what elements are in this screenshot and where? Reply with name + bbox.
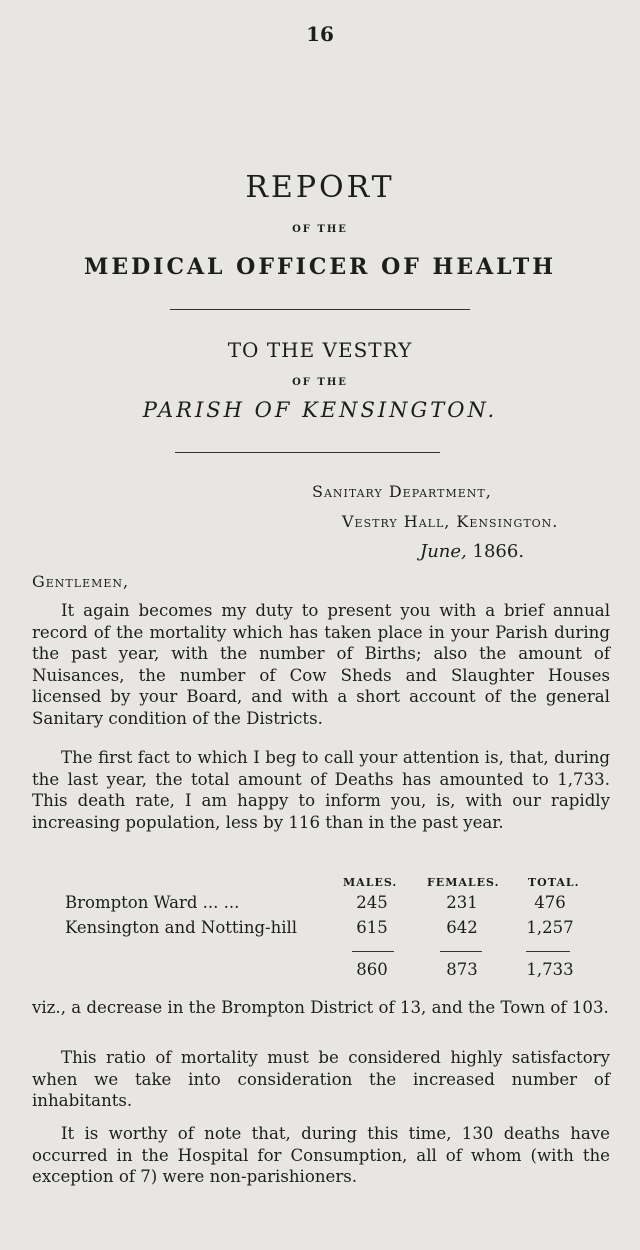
of-the-label: OF THE	[292, 224, 348, 235]
table-row-label: Brompton Ward ... ...	[65, 893, 240, 912]
table-header-females: FEMALES.	[427, 876, 500, 889]
date-month: June,	[420, 541, 467, 562]
address-line-1: Sanitary Department,	[312, 482, 492, 501]
salutation: Gentlemen,	[32, 572, 130, 591]
table-cell-males: 245	[356, 893, 388, 912]
address-line-2: Vestry Hall, Kensington.	[342, 512, 559, 531]
paragraph-deaths: The first fact to which I beg to call your attention is, that, during the last year, the total amount of Deaths has amounted to 1,733. This death rate, I am happy to inform you, is, with our rapidly increasing population, less by 116 than in the past year.	[32, 748, 610, 832]
sum-rule	[526, 951, 570, 952]
table-cell-males: 615	[356, 918, 388, 937]
table-total-males: 860	[356, 960, 388, 979]
table-header-males: MALES.	[343, 876, 398, 889]
page-number: 16	[306, 22, 334, 46]
table-total-females: 873	[446, 960, 478, 979]
table-cell-total: 1,257	[526, 918, 574, 937]
sum-rule	[440, 951, 482, 952]
vestry-heading: TO THE VESTRY	[227, 338, 413, 362]
paragraph-hospital: It is worthy of note that, during this time, 130 deaths have occurred in the Hospital for Consumption, all of whom (with the exception of 7) were non-parishioners.	[32, 1124, 610, 1186]
paragraph-ratio: This ratio of mortality must be considered highly satisfactory when we take into consideration the increased number of inhabitants.	[32, 1048, 610, 1110]
table-cell-total: 476	[534, 893, 566, 912]
table-cell-females: 231	[446, 893, 478, 912]
date-year: 1866.	[472, 541, 525, 562]
parish-heading: PARISH OF KENSINGTON.	[142, 398, 498, 422]
table-header-total: TOTAL.	[528, 876, 580, 889]
divider-rule	[175, 452, 440, 453]
table-cell-females: 642	[446, 918, 478, 937]
report-title: REPORT	[245, 170, 395, 205]
table-row-label: Kensington and Notting-hill	[65, 918, 298, 937]
divider-rule	[170, 309, 470, 310]
report-date	[420, 541, 524, 562]
sum-rule	[352, 951, 394, 952]
of-the-label: OF THE	[292, 377, 348, 388]
paragraph-intro: It again becomes my duty to present you with a brief annual record of the mortality which has taken place in your Parish during the past year, with the number of Births; also the amount of Nuisances, the number of Cow Sheds and Slaughter Houses licensed by your Board, and with a short account of the general Sanitary condition of the Districts.	[32, 601, 610, 728]
table-total-all: 1,733	[526, 960, 574, 979]
paragraph-decrease: viz., a decrease in the Brompton District of 13, and the Town of 103.	[32, 998, 609, 1017]
medical-officer-heading: MEDICAL OFFICER OF HEALTH	[83, 254, 556, 280]
